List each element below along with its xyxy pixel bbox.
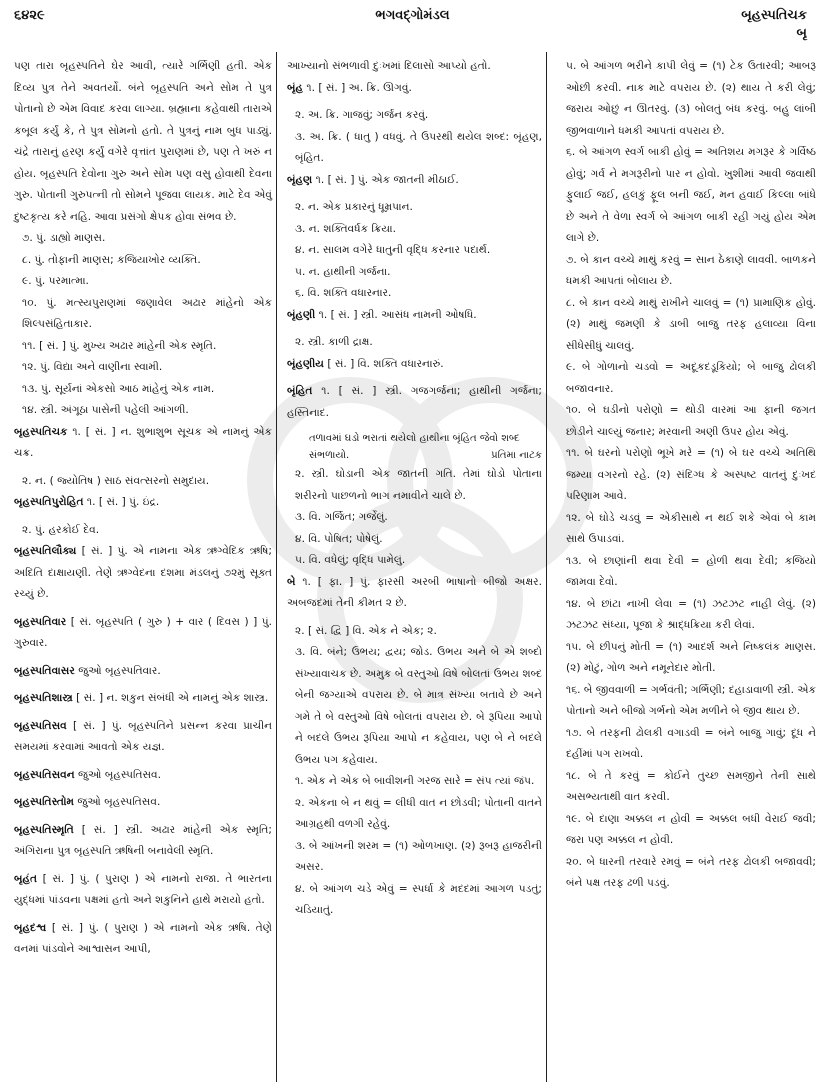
quote-text: તળાવમાં ઘડો ભરાતાં થયેલો હાથીના બૃંહિત જેવો શબ્દ સંભળાયો. xyxy=(309,433,520,461)
entry-sense: ૫. બે આંગળ ભરીને કાપી લેવું = (૧) ટેક ઉતારવી; આબરૂ ઓછી કરવી. નાક માટે વપરાય છે. (૨) થાય તે કરી લેવું; જરાય ઓછું ન ઊતરવું. (૩) બોલતું બંધ કરવું. બહુ લાંબી જીભવાળાને ધમકી આપતાં વપરાય છે. xyxy=(566,60,816,137)
entry-sense: ૧૦. બે ઘડીનો પરોણો = થોડી વારમાં આ ફાની જગત છોડીને ચાલ્યું જનાર; મરવાની અણી ઉપર હોય એવું. xyxy=(566,404,816,438)
entry-definition: [ સં. ] ન. શકુન સંબંધી એ નામનું એક શાસ્ત્ર. xyxy=(72,692,269,704)
dictionary-entry xyxy=(287,572,542,615)
entry-sense: ૧૬. બે જીવવાળી = ગર્ભવંતી; ગર્ભિણી; દહાડાવાળી સ્ત્રી. એક પોતાનો અને બીજો ગર્ભનો એમ મળીને બે જીવ થાય છે. xyxy=(566,683,816,717)
entry-definition: ૧. [ સં. ] અ. ક્રિ. ઊગવું. xyxy=(303,81,412,94)
column-divider xyxy=(276,52,277,1082)
entry-sense: ૧૫. બે છીપનું મોતી = (૧) આદર્શ અને નિષ્કલંક માણસ. (૨) મોટું, ગોળ અને નમૂનેદાર મોતી. xyxy=(566,640,816,674)
entry-sense: ૨. એકના બે ન થવું = લીધી વાત ન છોડવી; પોતાની વાતને આગ્રહથી વળગી રહેવું. xyxy=(295,796,542,830)
entry-sense: ૩. બે આંખની શરમ = (૧) ઓળખાણ. (૨) રૂબરૂ હાજરીની અસર. xyxy=(295,839,542,873)
entry-sense: ૪. ન. સાલમ વગેરે ધાતુની વૃદ્ધિ કરનાર પદાર્થ. xyxy=(295,244,491,256)
entry-sense: ૧૩. બે છાણાંની થવા દેવી = હોળી થવા દેવી; કજિયો જામવા દેવો. xyxy=(566,554,816,588)
entry-definition: જુઓ બૃહસ્પતિવાર. xyxy=(74,664,161,677)
dictionary-entry xyxy=(14,688,272,710)
entry-sense: ૩. વિ. ગર્જિત; ગર્જેલું. xyxy=(295,511,388,523)
entry-sense: ૨. સ્ત્રી. કાળી દ્રાક્ષ. xyxy=(295,336,373,348)
entry-definition: [ સં. ] પું. ( પુરાણ ) એ નામનો રાજા. તે ભારતના યુદ્ધમાં પાંડવના પક્ષમાં હતો અને શકુનિને હાથે મરાયો હતો. xyxy=(14,872,272,906)
entry-sense: ૪. વિ. પોષિત; પોષેલું. xyxy=(295,532,383,545)
entry-headword: બૃંહણીય xyxy=(287,357,324,370)
dictionary-entry xyxy=(287,170,542,192)
entry-definition: ૧. [ સં. ] સ્ત્રી. ગજગર્જના; હાથીની ગર્જના; હસ્તિનાદ. xyxy=(287,385,542,419)
entry-definition: જુઓ બૃહસ્પતિસવ. xyxy=(74,768,162,781)
entry-sense: ૫. વિ. વધેલું; વૃદ્ધિ પામેલું. xyxy=(295,554,406,566)
entry-definition: [ સં. બૃહસ્પતિ ( ગુરુ ) + વાર ( દિવસ ) ] પું. ગુરુવાર. xyxy=(14,615,272,649)
dictionary-entry xyxy=(14,765,272,787)
entry-sense: ૩. વિ. બંને; ઉભય; દ્વય; જોડ. ઉભય અને બે એ શબ્દો સંખ્યાવાચક છે. અમુક બે વસ્તુઓ વિષે બોલતાં ઉભય શબ્દ બેની જગ્યાએ વપરાય છે. બે માત્ર સંખ્યા બતાવે છે અને ગમે તે બે વસ્તુઓ વિષે બોલતાં વપરાય છે. બે રૂપિયા આપો ને બદલે ઉભય રૂપિયા આપો ન કહેવાય, પણ બે ને બદલે ઉભય પગ કહેવાય. xyxy=(295,646,542,766)
continued-text: આખ્યાનો સંભળાવી દુઃખમાં દિલાસો આપ્યો હતો. xyxy=(287,60,491,72)
book-title: ભગવદ્ગોમંડલ xyxy=(375,8,450,23)
column-3 xyxy=(558,56,816,895)
entry-sense: ૨. ન. ( જ્યોતિષ ) સાઠ સંવત્સરનો સમુદાય. xyxy=(22,474,210,487)
entry-sense: ૧૨. પું. વિદ્યા અને વાણીના સ્વામી. xyxy=(22,361,163,373)
dictionary-entry xyxy=(287,354,542,376)
entry-sense: ૬. બે આંગળ સ્વર્ગ બાકી હોવું = અતિશય મગરૂર કે ગર્વિષ્ઠ હોવું; ગર્વ ને મગરૂરીનો પાર ન હોવો. ખુશીમાં આવી જવાથી ફુલાઈ જઈ, હલકું ફૂલ બની જઈ, મન હવાઈ કિલ્લા બાંધે છે અને તે વેળા સ્વર્ગ બે આંગળ બાકી રહી ગયું હોય એમ લાગે છે. xyxy=(566,146,816,244)
entry-sense: ૧૪. સ્ત્રી. અંગૂઠા પાસેની પહેલી આંગળી. xyxy=(22,404,189,416)
entry-sense: ૨. [ સં. દ્વિ ] વિ. એક ને એક; ૨. xyxy=(295,624,437,637)
entry-sense: ૩. ન. શક્તિવર્ધક ક્રિયા. xyxy=(295,222,396,235)
entry-headword: બૃહસ્પતિસવ xyxy=(14,719,67,732)
entry-headword: બૃહંત xyxy=(14,872,38,885)
entry-sense: ૩. અ. ક્રિ. ( ધાતુ ) વધવું. તે ઉપરથી થયેલ શબ્દ: બૃંહણ, બૃંહિત. xyxy=(295,130,542,164)
entry-headword: બૃહસ્પતિવાર xyxy=(14,615,67,628)
entry-definition: ૧. [ સં. ] ન. શુભાશુભ સૂચક એ નામનું એક ચક્ર. xyxy=(14,425,272,459)
entry-definition: [ સં. ] સ્ત્રી. અઢાર માંહેની એક સ્મૃતિ; અંગિરાના પુત્ર બૃહસ્પતિ ઋષિની બનાવેલી સ્મૃતિ. xyxy=(14,823,272,857)
entry-sense: ૧૪. બે છાંટા નાખી લેવા = (૧) ઝટઝટ નાહી લેવું. (૨) ઝટઝટ સંધ્યા, પૂજા કે શ્રાદ્ધક્રિયા કરી લેવાં. xyxy=(566,597,816,631)
entry-definition: ૧. [ સં. ] સ્ત્રી. આસંધ નામની ઓષધિ. xyxy=(315,308,477,321)
column-divider xyxy=(546,52,547,1082)
usage-quote xyxy=(309,430,542,464)
entry-definition: ૧. [ ફા. ] પું. ફારસી અરબી ભાષાનો બીજો અક્ષર. અબજદમાં તેની કીમત ૨ છે. xyxy=(287,575,542,609)
entry-sense: ૮. બે કાન વચ્ચે માથું રાખીને ચાલવું = (૧) પ્રામાણિક હોવું. (૨) માથું જમણી કે ડાબી બાજુ તરફ હલાવ્યા વિના સીધેસીધું ચાલવું. xyxy=(566,296,816,352)
entry-sense: ૮. પું. તોફાની માણસ; કજિયાખોર વ્યક્તિ. xyxy=(22,253,201,266)
entry-headword: બૃહદશ્વ xyxy=(14,921,47,934)
dictionary-entry xyxy=(14,661,272,683)
entry-headword: બૃહસ્પતિવાસર xyxy=(14,664,75,677)
entry-sense: ૧૭. બે તરફની ઢોલકી વગાડવી = બંને બાજુ ગાવું; દૂધ ને દહીંમાં પગ રાખવો. xyxy=(566,726,816,760)
dictionary-entry xyxy=(14,541,272,606)
entry-sense: ૧૨. બે ઘોડે ચડવું = એકીસાથે ન થઈ શકે એવાં બે કામ સાથે ઉપાડવાં. xyxy=(566,511,816,545)
dictionary-entry xyxy=(14,492,272,514)
entry-headword: બૃહસ્પતિસવન xyxy=(14,768,75,781)
column-2 xyxy=(287,56,542,922)
entry-headword: બૃંહણી xyxy=(287,308,316,321)
entry-definition: [ સં. ] પું. બૃહસ્પતિને પ્રસન્ન કરવા પ્રાચીન સમયમાં કરવામાં આવતો એક યજ્ઞ. xyxy=(14,719,272,753)
dictionary-entry xyxy=(14,918,272,961)
entry-sense: ૧૩. પું. સૂર્યનાં એકસો આઠ માંહેનું એક નામ. xyxy=(22,382,215,395)
entry-sense: ૧૧. બે ઘરનો પરોણો ભૂખે મરે = (૧) બે ઘર વચ્ચે અતિથિ જમ્યા વગરનો રહે. (૨) સંદિગ્ધ કે અસ્પષ્ટ વાતનું દુઃખદ પરિણામ આવે. xyxy=(566,447,816,502)
guide-word: બૃહસ્પતિચક xyxy=(741,8,807,23)
entry-headword: બૃહસ્પતિસ્તોમ xyxy=(14,796,74,808)
entry-sense: ૯. બે ગોળાનો ચડવો = અદૂકદડૂકિયો; બે બાજુ ઢોલકી બજાવનાર. xyxy=(566,361,816,395)
entry-sense: ૯. પું. પરમાત્મા. xyxy=(22,275,89,287)
continued-text: પણ તારા બૃહસ્પતિને ઘેર આવી, ત્યારે ગર્ભિણી હતી. એક દિવ્ય પુત્ર તેને અવતર્યો. બંને બૃહસ્પતિ અને સોમ તે પુત્ર પોતાનો છે એમ વિવાદ કરવા લાગ્યા. બ્રહ્માના કહેવાથી તારાએ કબૂલ કર્યું કે, તે પુત્ર સોમનો હતો. તે પુત્રનું નામ બુધ પાડ્યું. ચંદ્રે તારાનું હરણ કર્યું વગેરે વૃત્તાંત પુરાણમાં છે, પણ તે ખરું ન હોય. બૃહસ્પતિ દેવોના ગુરુ અને સોમ પણ વસુ હોવાથી દેવના ગુરુ. પોતાની ગુરુપત્ની તો સોમને પૂજવા લાયક. માટે દેવ એવું દુષ્ટકૃત્ય કરે નહિ. આવા પ્રસંગો ક્ષેપક હોવા સંભવ છે. xyxy=(14,60,272,223)
entry-headword: બૃહસ્પતિપુરોહિત xyxy=(14,496,84,508)
entry-definition: [ સં. ] વિ. શક્તિ વધારનારું. xyxy=(323,357,444,370)
dictionary-entry xyxy=(14,792,272,814)
column-1 xyxy=(14,56,272,967)
dictionary-entry xyxy=(14,422,272,465)
entry-sense: ૨૦. બે ધારની તરવારે રમવું = બંને તરફ ઢોલકી બજાવવી; બંને પક્ષ તરફ ઢળી પડવું. xyxy=(566,855,816,889)
page-header xyxy=(0,0,825,46)
entry-headword: બૃંહ xyxy=(287,81,304,94)
entry-sense: ૧૦. પું. મત્સ્યપુરાણમાં જણાવેલ અઢાર માંહેનો એક શિલ્પસંહિતાકાર. xyxy=(22,296,272,330)
entry-headword: બૃહસ્પતિલૌક્ય xyxy=(14,545,77,557)
entry-sense: ૭. બે કાન વચ્ચે માથું કરવું = સાન ઠેકાણે લાવવી. બાળકને ધમકી આપતાં બોલાય છે. xyxy=(566,253,816,287)
entry-headword: બે xyxy=(287,575,296,588)
guide-sub: બૃ xyxy=(796,26,807,41)
entry-sense: ૭. પું. ડાહ્યો માણસ. xyxy=(22,232,106,244)
entry-definition: ૧. [ સં. ] પું. એક જાતની મીઠાઈ. xyxy=(312,173,459,186)
entry-sense: ૧૯. બે દાણા અક્કલ ન હોવી = અક્કલ બધી વેરાઈ જવી; જરા પણ અક્કલ ન હોવી. xyxy=(566,812,816,846)
entry-definition: [ સં. ] પું. એ નામના એક ઋગ્વેદિક ઋષિ; અદિતિ દાક્ષાયણી. તેણે ઋગ્વેદના દશમા મંડલનું ૭૨મું સૂક્ત રચ્યું છે. xyxy=(14,545,272,600)
dictionary-entry xyxy=(287,305,542,327)
entry-sense: ૪. બે આંગળ ચડે એવું = સ્પર્ધા કે મદદમાં આગળ પડતું; ચડિયાતું. xyxy=(295,882,542,916)
entry-sense: ૨. અ. ક્રિ. ગાજવું; ગર્જન કરવું. xyxy=(295,109,429,121)
quote-source: પ્રતિમા નાટક xyxy=(491,450,542,461)
dictionary-entry xyxy=(287,381,542,424)
dictionary-entry xyxy=(14,820,272,863)
entry-sense: ૧. એક ને એક બે બાવીશની ગરજ સારે = સંપ ત્યાં જંપ. xyxy=(295,775,535,787)
entry-sense: ૨. પું. હરકોઈ દેવ. xyxy=(22,523,100,536)
entry-sense: ૬. વિ. શક્તિ વધારનાર. xyxy=(295,287,392,299)
entry-headword: બૃહસ્પતિશાસ્ત્ર xyxy=(14,692,73,704)
page-number: ૬૪૨૯ xyxy=(14,8,45,23)
entry-definition: ૧. [ સં. ] પું. ઇંદ્ર. xyxy=(83,496,160,508)
entry-headword: બૃંહણ xyxy=(287,173,313,186)
dictionary-entry xyxy=(14,869,272,912)
dictionary-entry xyxy=(14,716,272,759)
entry-definition: [ સં. ] પું. ( પુરાણ ) એ નામનો એક ઋષિ. તેણે વનમાં પાંડવોને આશ્વાસન આપી, xyxy=(14,921,272,955)
dictionary-entry xyxy=(14,612,272,655)
entry-headword: બૃહસ્પતિસ્મૃતિ xyxy=(14,823,74,836)
entry-sense: ૨. ન. એક પ્રકારનું ધૂમ્રપાન. xyxy=(295,201,413,213)
entry-sense: ૧૧. [ સં. ] પું. મુખ્ય અઢાર માંહેની એક સ્મૃતિ. xyxy=(22,339,217,352)
entry-sense: ૫. ન. હાથીની ગર્જના. xyxy=(295,265,391,278)
entry-sense: ૨. સ્ત્રી. ઘોડાની એક જાતની ગતિ. તેમાં ઘોડો પોતાના શરીરનો પાછળનો ભાગ નમાવીને ચાલે છે. xyxy=(295,468,542,502)
entry-headword: બૃહસ્પતિચક xyxy=(14,425,68,438)
entry-definition: જુઓ બૃહસ્પતિસવ. xyxy=(73,796,161,808)
entry-headword: બૃંહિત xyxy=(287,385,313,397)
dictionary-entry xyxy=(287,78,542,100)
entry-sense: ૧૮. બે તે કરવું = કોઈને તુચ્છ સમજીને તેની સાથે અસભ્યતાથી વાત કરવી. xyxy=(566,769,816,803)
